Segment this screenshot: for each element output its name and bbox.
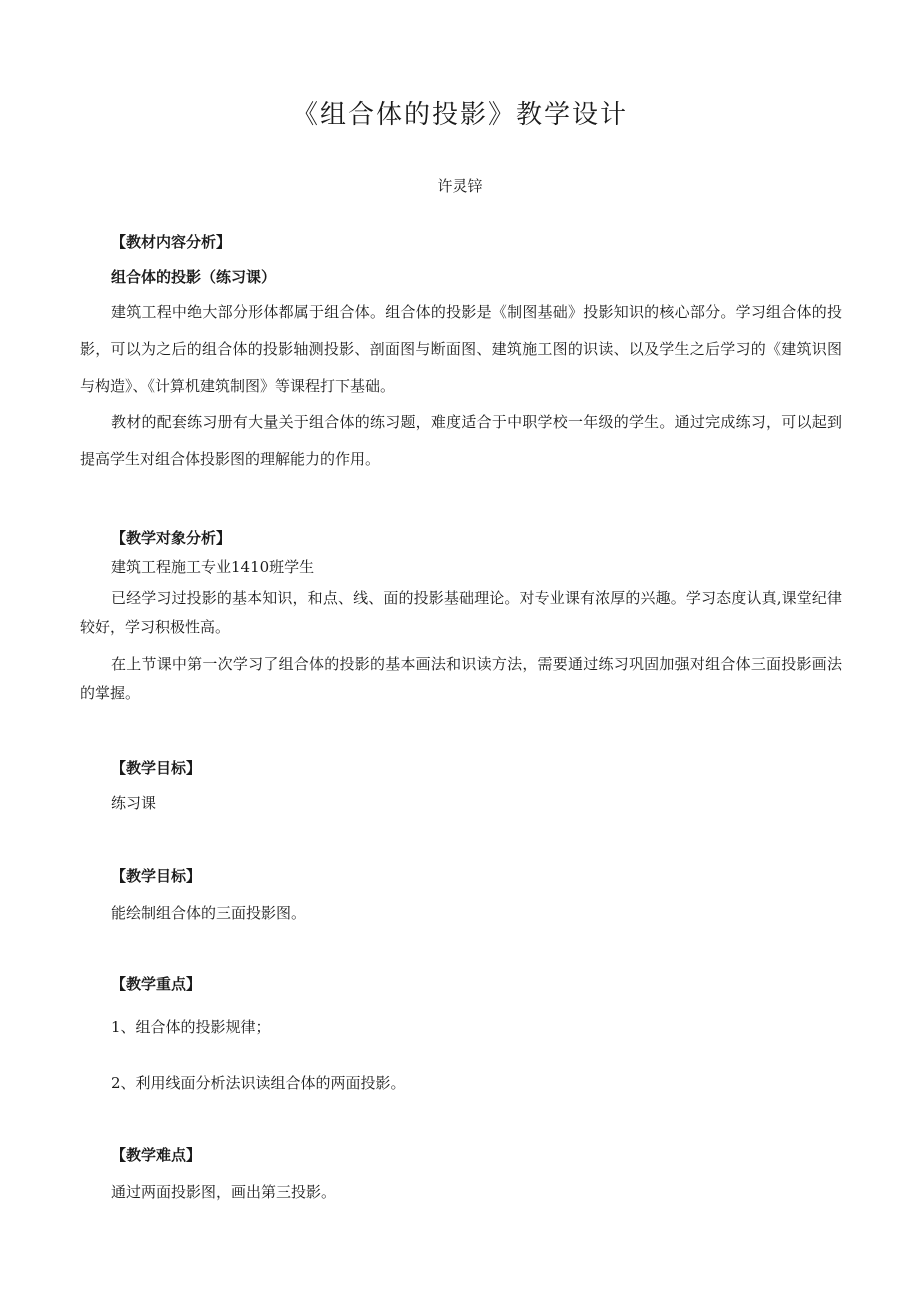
key-point-item-2: 2、利用线面分析法识读组合体的两面投影。 — [111, 1074, 406, 1092]
goals-text: 能绘制组合体的三面投影图。 — [111, 904, 307, 922]
students-paragraph-2: 在上节课中第一次学习了组合体的投影的基本画法和识读方法，需要通过练习巩固加强对组合体三面投影画法的掌握。 — [80, 655, 842, 702]
key-point-item-1: 1、组合体的投影规律； — [111, 1018, 271, 1036]
section-heading-key-points: 【教学重点】 — [111, 975, 202, 993]
section-heading-students: 【教学对象分析】 — [111, 529, 232, 547]
section-heading-goals: 【教学目标】 — [111, 867, 202, 885]
type-text: 练习课 — [111, 794, 157, 812]
section-subheading-materials: 组合体的投影（练习课） — [111, 268, 277, 286]
section-heading-materials: 【教材内容分析】 — [111, 233, 232, 251]
students-class-line: 建筑工程施工专业1410班学生 — [111, 558, 315, 576]
document-author: 许灵锌 — [437, 177, 483, 195]
section-heading-difficulties: 【教学难点】 — [111, 1146, 202, 1164]
document-title: 《组合体的投影》教学设计 — [291, 100, 628, 130]
materials-paragraph-1: 建筑工程中绝大部分形体都属于组合体。组合体的投影是《制图基础》投影知识的核心部分。学习组合体的投影，可以为之后的组合体的投影轴测投影、剖面图与断面图、建筑施工图的识读、以及学生之后学习的《建筑识图与构造》、《计算机建筑制图》等课程打下基础。 — [80, 303, 842, 395]
difficulties-text: 通过两面投影图，画出第三投影。 — [111, 1183, 337, 1201]
students-paragraph-1: 已经学习过投影的基本知识，和点、线、面的投影基础理论。对专业课有浓厚的兴趣。学习态度认真,课堂纪律较好，学习积极性高。 — [80, 589, 842, 636]
materials-paragraph-2: 教材的配套练习册有大量关于组合体的练习题，难度适合于中职学校一年级的学生。通过完成练习，可以起到提高学生对组合体投影图的理解能力的作用。 — [80, 413, 842, 468]
section-heading-type: 【教学目标】 — [111, 759, 202, 777]
